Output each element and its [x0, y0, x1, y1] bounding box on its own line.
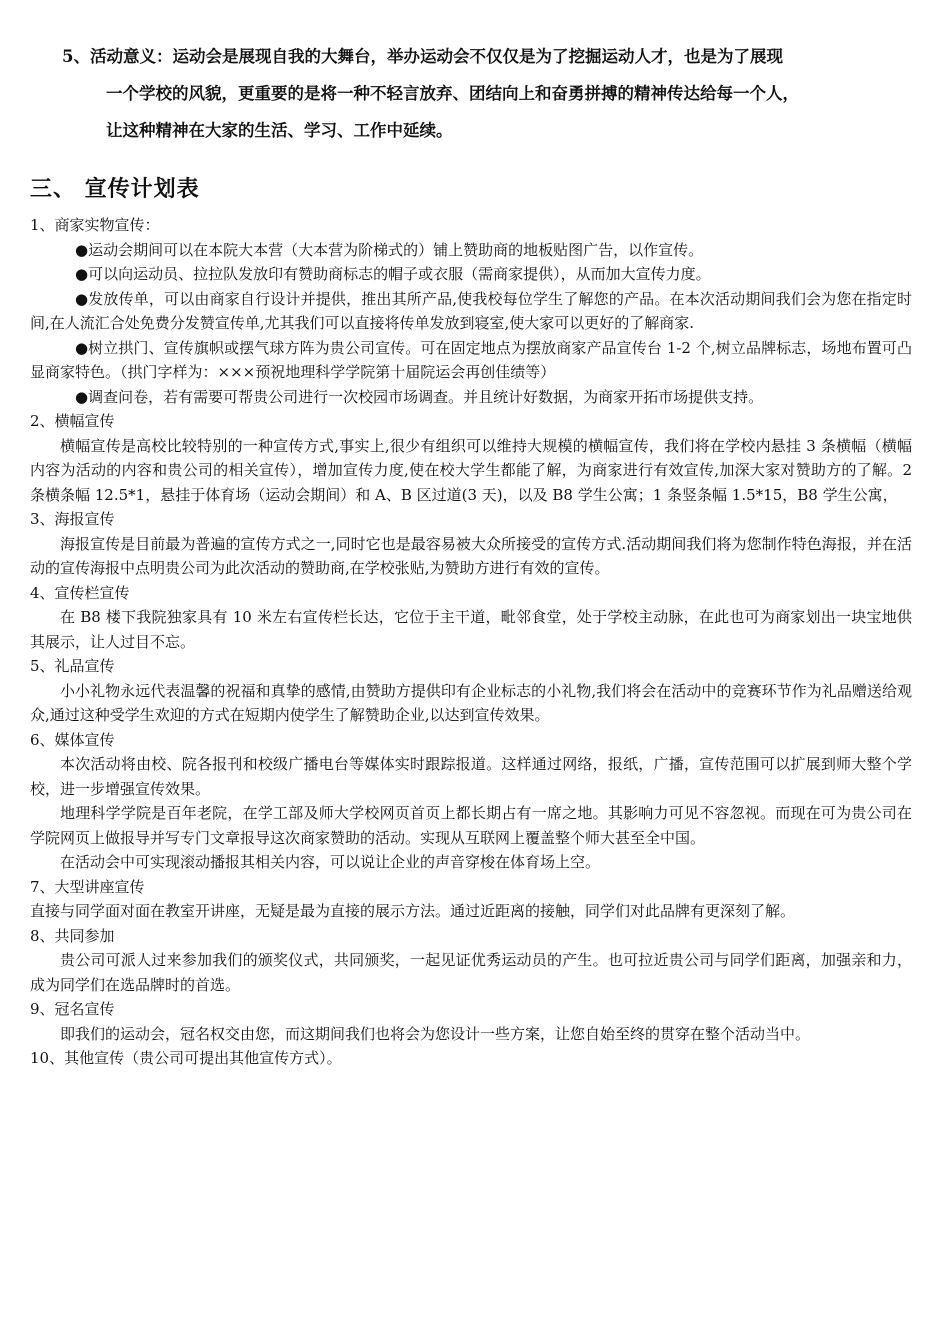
s3-text: 海报宣传是目前最为普遍的宣传方式之一,同时它也是最容易被大众所接受的宣传方式.活动期间我们将为您制作特色海报，并在活动的宣传海报中点明贵公司为此次活动的赞助商,在学校张贴,为赞助方进行有效的宣传。 [30, 534, 912, 577]
s4-text: 在 B8 楼下我院独家具有 10 米左右宣传栏长达，它位于主干道，毗邻食堂，处于学校主动脉，在此也可为商家划出一块宝地供其展示，让人过目不忘。 [30, 608, 912, 651]
s1-bullet-4: ●树立拱门、宣传旗帜或摆气球方阵为贵公司宣传。可在固定地点为摆放商家产品宣传台 1-2 个,树立品牌标志，场地布置可凸显商家特色。（拱门字样为：×××预祝地理科学学院第十届院运会再创佳绩等） [30, 338, 912, 381]
section-heading: 三、 宣传计划表 [30, 176, 200, 202]
publicity-plan-body [30, 213, 912, 1071]
s7-text: 直接与同学面对面在教室开讲座，无疑是最为直接的展示方法。通过近距离的接触，同学们对此品牌有更深刻了解。 [30, 902, 796, 920]
s7-heading: 7、大型讲座宣传 [30, 877, 145, 896]
s1-heading: 1、商家实物宣传： [30, 216, 160, 234]
s2-text: 横幅宣传是高校比较特别的一种宣传方式,事实上,很少有组织可以维持大规模的横幅宣传，我们将在学校内悬挂 3 条横幅（横幅内容为活动的内容和贵公司的相关宣传），增加宣传力度,使在校大学生都能了解，为商家进行有效宣传,加深大家对赞助方的了解。2 条横条幅 12.5*1，悬挂于体育场（运动会期间）和 A、B 区过道(3 天)，以及 B8 学生公寓；1 条竖条幅 1.5*15，B8 学生公寓， [30, 436, 912, 504]
s1-bullet-3: ●发放传单，可以由商家自行设计并提供，推出其所产品,使我校每位学生了解您的产品。在本次活动期间我们会为您在指定时间,在人流汇合处免费分发赞宣传单,尤其我们可以直接将传单发放到寝室,使大家可以更好的了解商家. [30, 289, 912, 332]
s9-heading: 9、冠名宣传 [30, 1000, 115, 1018]
intro-line-3: 让这种精神在大家的生活、学习、工作中延续。 [106, 121, 453, 140]
intro-line-2: 一个学校的风貌，更重要的是将一种不轻言放弃、团结向上和奋勇拼搏的精神传达给每一个人， [106, 84, 799, 103]
s8-heading: 8、共同参加 [30, 926, 115, 945]
s6-text-2: 地理科学学院是百年老院，在学工部及师大学校网页首页上都长期占有一席之地。其影响力可见不容忽视。而现在可为贵公司在学院网页上做报导并写专门文章报导这次商家赞助的活动。实现从互联网上覆盖整个师大甚至全中国。 [30, 804, 912, 847]
s1-bullet-5: ●调查问卷，若有需要可帮贵公司进行一次校园市场调查。并且统计好数据，为商家开拓市场提供支持。 [75, 387, 764, 406]
s9-text: 即我们的运动会，冠名权交由您，而这期间我们也将会为您设计一些方案，让您自始至终的贯穿在整个活动当中。 [60, 1024, 811, 1043]
s5-text: 小小礼物永远代表温馨的祝福和真挚的感情,由赞助方提供印有企业标志的小礼物,我们将会在活动中的竞赛环节作为礼品赠送给观众,通过这种受学生欢迎的方式在短期内使学生了解赞助企业,以达到宣传效果。 [30, 681, 912, 724]
s10-heading: 10、其他宣传（贵公司可提出其他宣传方式）。 [30, 1049, 342, 1067]
s6-text-3: 在活动会中可实现滚动播报其相关内容，可以说让企业的声音穿梭在体育场上空。 [60, 853, 601, 871]
s6-text-1: 本次活动将由校、院各报刊和校级广播电台等媒体实时跟踪报道。这样通过网络，报纸，广播，宣传范围可以扩展到师大整个学校，进一步增强宣传效果。 [30, 755, 912, 798]
s5-heading: 5、礼品宣传 [30, 657, 115, 675]
s2-heading: 2、横幅宣传 [30, 412, 115, 430]
intro-line-1: 5、活动意义：运动会是展现自我的大舞台，举办运动会不仅仅是为了挖掘运动人才，也是为了展现 [62, 47, 783, 66]
s1-bullet-2: ●可以向运动员、拉拉队发放印有赞助商标志的帽子或衣服（需商家提供），从而加大宣传力度。 [75, 265, 711, 283]
s4-heading: 4、宣传栏宣传 [30, 583, 130, 602]
s1-bullet-1: ●运动会期间可以在本院大本营（大本营为阶梯式的）铺上赞助商的地板贴图广告，以作宣传。 [75, 240, 704, 259]
s3-heading: 3、海报宣传 [30, 510, 115, 528]
activity-significance [62, 38, 912, 149]
s8-text: 贵公司可派人过来参加我们的颁奖仪式，共同颁奖，一起见证优秀运动员的产生。也可拉近贵公司与同学们距离，加强亲和力，成为同学们在选品牌时的首选。 [30, 951, 912, 994]
s6-heading: 6、媒体宣传 [30, 730, 115, 749]
